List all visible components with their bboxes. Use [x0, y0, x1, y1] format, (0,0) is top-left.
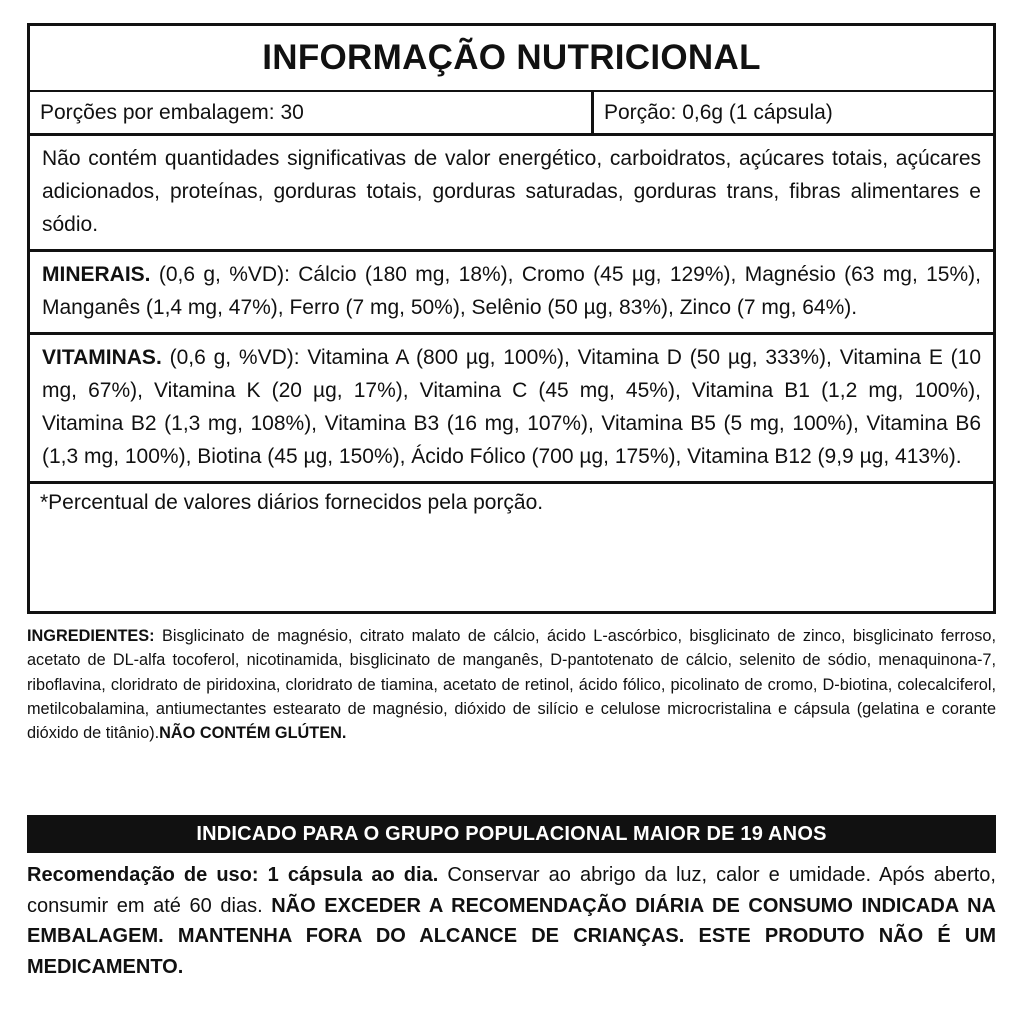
- vitamins-section: [30, 335, 993, 484]
- minerals-section: [30, 252, 993, 335]
- population-banner: INDICADO PARA O GRUPO POPULACIONAL MAIOR DE 19 ANOS: [27, 815, 996, 853]
- vitamins-text: (0,6 g, %VD): Vitamina A (800 µg, 100%), Vitamina D (50 µg, 333%), Vitamina E (10 mg, 67%), Vitamina K (20 µg, 17%), Vitamina C (45 mg, 45%), Vitamina B1 (1,2 mg, 100%), Vitamina B2 (1,3 mg, 108%), Vitamina B3 (16 mg, 107%), Vitamina B5 (5 mg, 100%), Vitamina B6 (1,3 mg, 100%), Biotina (45 µg, 150%), Ácido Fólico (700 µg, 175%), Vitamina B12 (9,9 µg, 413%).: [42, 346, 981, 468]
- ingredients-text: Bisglicinato de magnésio, citrato malato de cálcio, ácido L-ascórbico, bisglicinato de zinco, bisglicinato ferroso, acetato de DL-alfa tocoferol, nicotinamida, bisglicinato de manganês, D-pantotenato de cálcio, selenito de sódio, menaquinona-7, riboflavina, cloridrato de piridoxina, cloridrato de tiamina, acetato de retinol, ácido fólico, picolinato de cromo, D-biotina, colecalciferol, metilcobalamina, antiumectantes estearato de magnésio, dióxido de silício e celulose microcristalina e cápsula (gelatina e corante dióxido de titânio).: [27, 627, 996, 743]
- daily-value-footnote: *Percentual de valores diários fornecidos pela porção.: [40, 491, 544, 514]
- usage-section: [27, 860, 996, 982]
- vitamins-label: VITAMINAS.: [42, 346, 162, 369]
- nutrition-facts-table: [27, 23, 996, 614]
- not-significant-note: Não contém quantidades significativas de valor energético, carboidratos, açúcares totais, açúcares adicionados, proteínas, gorduras totais, gorduras saturadas, gorduras trans, fibras alimentares e sódio.: [30, 136, 993, 252]
- serving-row: [30, 92, 993, 136]
- ingredients-label: INGREDIENTES:: [27, 627, 155, 645]
- warning-text: NÃO EXCEDER A RECOMENDAÇÃO DIÁRIA DE CONSUMO INDICADA NA EMBALAGEM. MANTENHA FORA DO ALCANCE DE CRIANÇAS. ESTE PRODUTO NÃO É UM MEDICAMENTO.: [27, 894, 996, 978]
- minerals-text: (0,6 g, %VD): Cálcio (180 mg, 18%), Cromo (45 µg, 129%), Magnésio (63 mg, 15%), Manganês (1,4 mg, 47%), Ferro (7 mg, 50%), Selênio (50 µg, 83%), Zinco (7 mg, 64%).: [42, 263, 981, 319]
- servings-per-package: Porções por embalagem: 30: [30, 92, 594, 133]
- ingredients-section: [27, 624, 996, 745]
- usage-recommendation: Recomendação de uso: 1 cápsula ao dia.: [27, 864, 439, 886]
- serving-size: Porção: 0,6g (1 cápsula): [604, 100, 833, 124]
- gluten-notice: NÃO CONTÉM GLÚTEN.: [159, 724, 347, 743]
- minerals-label: MINERAIS.: [42, 263, 151, 286]
- table-title: INFORMAÇÃO NUTRICIONAL: [30, 26, 993, 92]
- storage-instructions: Conservar ao abrigo da luz, calor e umidade. Após aberto, consumir em até 60 dias.: [27, 864, 996, 917]
